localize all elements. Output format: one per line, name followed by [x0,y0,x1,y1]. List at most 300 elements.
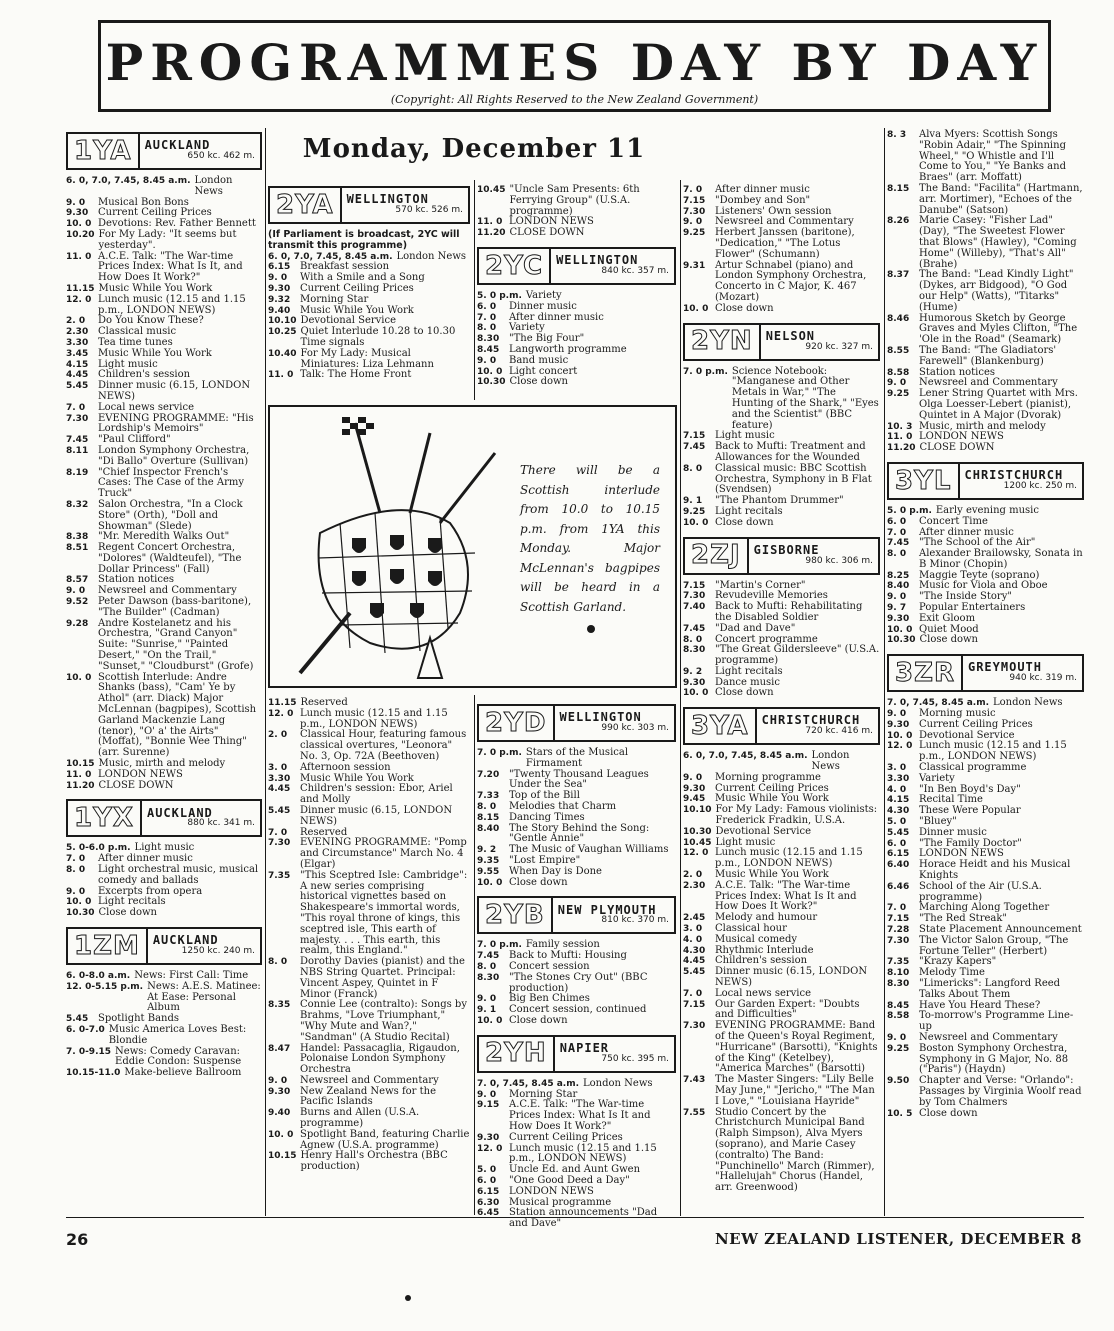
programme-entry [477,356,676,367]
programme-title: Spotlight Bands [98,1013,180,1025]
programme-title: Devotional Service [919,729,1015,741]
programme-entry [66,865,262,887]
programme-time: 7. 0 [268,827,288,838]
programme-time: 7.15 [683,431,706,442]
programme-entry [683,848,880,870]
programme-title: Dinner music (6.15, LONDON NEWS) [300,804,453,827]
programme-time: 10. 0 [887,624,913,635]
programme-title: Afternoon session [300,761,391,773]
programme-title: Spotlight Band, featuring Charlie Agnew (U.S.A. programme) [300,1128,470,1151]
programme-entry [683,678,880,689]
station-city: GISBORNE [753,542,820,557]
programme-time: 7.28 [887,925,910,935]
programme-title: Handel: Passacaglia, Rigaudon, Polonaise London Symphony Orchestra [300,1042,460,1076]
programme-title: Music, mirth and melody [919,420,1046,432]
programme-title: London News [993,697,1063,709]
programme-time: 11.15 [66,283,95,294]
programme-time: 4.15 [66,359,89,370]
programme-entry [477,824,676,846]
programme-entry [66,597,262,619]
programme-entry [887,763,1084,774]
station-block [66,132,262,791]
programme-time: 6. 0-8.0 a.m. [66,971,131,981]
programme-entry [887,270,1084,313]
programme-title: Dancing Times [509,811,585,823]
programme-title: State Placement Announcement [919,924,1082,935]
programme-entry [887,517,1084,528]
programme-title: CLOSE DOWN [98,779,174,791]
programme-time: 8.26 [887,216,910,227]
programme-title: Newsreel and Commentary [919,1031,1058,1043]
programme-time: 9.25 [683,228,706,239]
programme-time: 12. 0 [268,708,294,719]
programme-entry [477,770,676,792]
programme-title: When Day is Done [509,865,602,877]
programme-entry [477,748,676,770]
programme-entry [887,614,1084,625]
programme-time: 10.10 [268,316,297,327]
programme-time: 10. 0 [66,897,92,908]
programme-entry [268,957,470,1000]
programme-time: 8.55 [887,345,910,356]
programme-title: Recital Time [919,794,983,806]
station-header [477,704,676,742]
programme-entry [477,1144,676,1166]
programme-title: Current Ceiling Prices [715,782,829,794]
programme-time: 7.30 [683,1021,706,1032]
programme-time: 7.30 [66,413,89,424]
programme-title: "The Phantom Drummer" [715,495,844,507]
programme-title: Alva Myers: Scottish Songs "Robin Adair," "The Spinning Wheel," "O Whistle and I'll Come to You," "Ye Banks and Braes" (arr. Moffatt) [919,129,1066,184]
programme-title: The Master Singers: "Lily Belle May June," "Jericho," "The Man I Love," "Louisiana Hayride" [715,1074,875,1107]
station-header [66,799,262,837]
programme-entry [683,989,880,1000]
programme-time: 5.45 [66,1014,89,1025]
programme-time: 11. 0 [477,217,503,228]
programme-time: 3.30 [268,773,291,784]
station-header [477,247,676,285]
programme-title: London News [811,750,850,773]
programme-time: 10.15 [268,1151,297,1162]
station-note: (If Parliament is broadcast, 2YC will transmit this programme) [268,229,460,251]
programme-time: 9. 0 [683,772,703,783]
programme-time: 7.40 [683,602,706,613]
programme-title: Tea time tunes [98,336,173,348]
programme-entry [683,1075,880,1107]
programme-time: 5.45 [887,827,910,838]
programme-title: The Story Behind the Song: "Gentle Annie" [509,822,650,845]
station-frequency: 810 kc. 370 m. [601,915,669,926]
station-meta [757,709,878,743]
programme-time: 9. 2 [477,845,497,856]
programme-title: Connie Lee (contralto): Songs by Brahms, "Love Triumphant," "Why Mute and Wan?," "Sandman" (A Studio Recital) [300,999,467,1043]
programme-title: News: Comedy Caravan: Eddie Condon: Suspense [115,1045,242,1068]
programme-time: 7.55 [683,1107,706,1118]
programme-title: LONDON NEWS [509,1185,594,1197]
programme-time: 8.37 [887,270,910,281]
programme-title: Current Ceiling Prices [98,207,212,219]
programme-entry [66,908,262,919]
programme-title: "Limericks": Langford Reed Talks About Them [919,977,1061,1000]
programme-time: 9.25 [887,389,910,400]
column-1 [66,128,262,1087]
programme-title: Close down [715,516,774,528]
column-2-top [268,182,470,389]
programme-title: Light recitals [715,505,783,517]
programme-entry [477,1187,676,1198]
programme-title: Musical programme [509,1196,612,1208]
station-header [477,896,676,934]
programme-time: 9.30 [268,1086,291,1097]
programme-time: 2.30 [66,327,89,338]
programme-time: 7. 0 [683,988,703,999]
programme-title: "Uncle Sam Presents: 6th Ferrying Group" (U.S.A. programme) [509,184,640,217]
programme-time: 8.30 [477,334,500,345]
station-call-sign: 2YB [479,898,553,932]
programme-title: "Mr. Meredith Walks Out" [98,531,230,543]
programme-time: 10.40 [268,348,297,359]
programme-title: "The Stones Cry Out" (BBC production) [509,971,648,994]
station-call-sign: 2YC [479,249,551,283]
programme-time: 11. 0 [66,769,92,780]
station-meta [551,249,674,283]
programme-title: Morning Star [300,293,369,305]
programme-entry [887,860,1084,882]
programme-entry [477,313,676,324]
programme-title: Current Ceiling Prices [300,282,414,294]
programme-time: 8.11 [66,445,89,456]
programme-time: 9. 1 [477,1005,497,1016]
programme-title: Breakfast session [300,261,390,273]
programme-title: A.C.E. Talk: "The War-time Prices Index: What Is It and How Does It Work?" [509,1099,651,1132]
programme-title: Chapter and Verse: "Orlando": Passages by Virginia Woolf read by Tom Chalmers [919,1075,1082,1108]
station-block [268,186,470,381]
programme-title: Newsreel and Commentary [98,585,237,597]
column-4 [683,185,880,1202]
programme-entry [477,878,676,889]
station-frequency: 880 kc. 341 m. [187,818,255,829]
column-rule [884,128,885,1216]
programme-time: 8.10 [887,968,910,979]
programme-title: Close down [715,687,774,699]
station-call-sign: 1ZM [68,929,148,963]
programme-time: 9.50 [887,1076,910,1087]
page-number: 26 [66,1230,89,1249]
station-header [268,186,470,224]
programme-title: Big Ben Chimes [509,993,590,1005]
programme-title: London Symphony Orchestra, "Di Ballo" Overture (Sullivan) [98,444,250,467]
programme-title: "Twenty Thousand Leagues Under the Sea" [509,768,649,791]
programme-entry [887,1011,1084,1033]
programme-entry [66,543,262,575]
programme-time: 7.45 [477,951,500,962]
programme-title: Music While You Work [300,304,414,316]
programme-title: EVENING PROGRAMME: Band of the Queen's Royal Regiment, "Hurricane" (Barsotti), "Knights of the King" (Ketelbey), "America Marches" (Barsotti) [715,1020,878,1075]
programme-entry [477,813,676,824]
programme-time: 7.35 [268,870,291,881]
programme-title: Melody and humour [715,912,818,924]
programme-entry [268,1087,470,1109]
programme-entry [683,967,880,989]
programme-time: 6.46 [887,881,910,892]
programme-title: Stars of the Musical Firmament [525,747,629,769]
programme-time: 9. 0 [477,1089,497,1100]
programme-title: Boston Symphony Orchestra, Symphony in G Major, No. 88 ("Paris") (Haydn) [919,1042,1069,1076]
programme-title: Band music [509,354,569,366]
programme-time: 7. 0 [887,527,907,538]
station-header [683,707,880,745]
programme-entry [268,763,470,774]
programme-time: 9. 0 [477,994,497,1005]
programme-title: The Music of Vaughan Williams [509,844,669,856]
station-frequency: 650 kc. 462 m. [187,151,255,161]
programme-time: 9. 1 [683,496,703,507]
programme-title: Music, mirth and melody [98,758,226,770]
programme-time: 6. 0, 7.0, 7.45, 8.45 a.m. [66,176,191,186]
programme-time: 7. 0 [66,854,86,865]
programme-time: 7.15 [683,999,706,1010]
programme-entry [268,1044,470,1076]
programme-title: Lener String Quartet with Mrs. Olga Loesser-Lebert (pianist), Quintet in A Major (Dvorak) [919,388,1078,421]
programme-time: 8.40 [887,581,910,592]
programme-time: 8.15 [887,183,910,194]
programme-title: Dinner music (6.15, LONDON NEWS) [715,966,868,989]
programme-time: 6. 0 [477,301,497,312]
programme-time: 10. 0 [268,1129,294,1140]
programme-title: Station notices [98,574,175,586]
programme-time: 9. 0 [268,1075,288,1086]
station-call-sign: 2YN [685,325,761,359]
programme-time: 11. 0 [887,432,913,443]
programme-time: 10.30 [887,635,916,646]
programme-title: CLOSE DOWN [509,227,585,239]
programme-entry [477,1208,676,1230]
programme-title: Studio Concert by the Christchurch Municipal Band (Ralph Simpson), Alva Myers (soprano), and Marie Casey (contralto) The Band: "Punchinello" March (Rimmer), "Hallelujah" Chorus (Handel, arr. Greenwood) [715,1106,875,1194]
programme-entry [66,500,262,532]
programme-time: 10. 5 [887,1108,913,1119]
station-frequency: 570 kc. 526 m. [395,205,463,215]
programme-time: 9. 0 [66,586,86,597]
programme-time: 7.45 [683,623,706,634]
programme-entry [887,741,1084,763]
programme-title: Andre Kostelanetz and his Orchestra, "Grand Canyon" Suite: "Sunrise," "Painted Desert," "On the Trail," "Sunset," "Cloudburst" (Grofe) [98,617,254,672]
programme-time: 6. 0, 7.0, 7.45, 8.45 a.m. [683,751,808,762]
programme-time: 7.43 [683,1075,706,1086]
station-city: CHRISTCHURCH [964,468,1064,483]
programme-time: 10.30 [66,908,95,919]
programme-title: Reserved [300,826,348,838]
programme-time: 12. 0 [477,1143,503,1154]
programme-entry [683,442,880,464]
programme-time: 7.15 [683,195,706,206]
programme-entry [683,304,880,315]
programme-entry [887,979,1084,1001]
programme-time: 7.30 [268,838,291,849]
bullet-dot [587,625,595,633]
programme-title: "The Family Doctor" [919,837,1022,849]
station-call-sign: 2ZJ [685,539,749,573]
programme-title: Scottish Interlude: Andre Shanks (bass), "Cam' Ye by Athol" (arr. Diack) Major McLennan (bagpipes), Scottish Garland Mackenzie Lang (tenor), "O' a' the Airts" (Moffat), "Bonnie Wee Thing" (arr. Surenne) [98,671,257,759]
programme-title: The Band: "Lead Kindly Light" (Dykes, arr Bidgood), "O God our Help" (Watts), "Titarks" (Hume) [919,269,1074,313]
programme-title: A.C.E. Talk: "The War-time Prices Index: What Is It, and How Does It Work?" [98,250,243,284]
programme-time: 10. 0 [683,517,709,528]
programme-time: 2. 0 [268,730,288,741]
programme-entry [66,252,262,284]
programme-time: 7.30 [683,206,706,217]
programme-title: Horace Heidt and his Musical Knights [919,859,1071,882]
programme-entry [683,751,880,773]
programme-entry [66,770,262,781]
programme-title: Uncle Ed. and Aunt Gwen [509,1164,641,1176]
programme-time: 8. 0 [66,865,86,876]
programme-title: Peter Dawson (bass-baritone), "The Builder" (Cadman) [98,596,252,618]
station-meta [342,188,468,222]
programme-time: 6. 0-7.0 [66,1024,105,1035]
programme-time: 3.30 [66,337,89,348]
programme-title: Local news service [715,987,812,999]
programme-time: 6. 0, 7.0, 7.45, 8.45 a.m. [268,251,393,262]
programme-title: A.C.E. Talk: "The War-time Prices Index: What Is It and How Does It Work?" [715,879,857,913]
programme-time: 4.30 [683,945,706,956]
programme-title: "The Great Gildersleeve" (U.S.A. programme) [715,644,880,667]
programme-time: 11.20 [66,780,95,791]
programme-entry [683,935,880,946]
programme-entry [268,295,470,306]
programme-title: For My Lady: Musical Miniatures: Liza Lehmann [300,347,434,370]
column-rule [680,180,681,1216]
station-header [887,462,1084,500]
programme-time: 9. 7 [887,603,907,614]
station-city: WELLINGTON [556,253,639,268]
programme-title: Local news service [98,401,195,413]
programme-time: 7. 0, 7.45, 8.45 a.m. [887,698,990,709]
station-meta [555,706,675,740]
programme-title: Classical music: BBC Scottish Orchestra, Symphony in B Flat (Svendsen) [715,462,872,496]
programme-time: 8. 0 [268,957,288,968]
station-header [887,654,1084,692]
programme-time: 7. 0 p.m. [683,366,728,377]
programme-time: 8.30 [887,978,910,989]
programme-title: Devotions: Rev. Father Bennett [98,218,256,230]
programme-entry [887,806,1084,817]
programme-title: Concert Time [919,515,988,527]
programme-title: Lunch music (12.15 and 1.15 p.m., LONDON NEWS) [509,1142,657,1165]
programme-title: LONDON NEWS [98,768,183,780]
programme-entry [477,1016,676,1027]
programme-title: Burns and Allen (U.S.A. programme) [300,1107,420,1130]
programme-entry [66,468,262,500]
programme-entry [66,414,262,436]
programme-entry [268,806,470,828]
programme-title: Exit Gloom [919,612,976,624]
station-block [683,537,880,700]
programme-time: 5.45 [683,967,706,978]
programme-title: CLOSE DOWN [919,442,995,454]
programme-title: Lunch music (12.15 and 1.15 p.m., LONDON NEWS) [919,740,1067,763]
programme-title: "Paul Clifford" [98,434,171,446]
programme-title: New Zealand News for the Pacific Islands [300,1085,437,1108]
programme-entry [477,1133,676,1144]
programme-title: Talk: The Home Front [300,369,412,381]
programme-title: Herbert Janssen (baritone), "Dedication," "The Lotus Flower" (Schumann) [715,227,855,260]
station-call-sign: 3ZR [889,656,963,690]
programme-title: Music While You Work [715,793,829,805]
programme-time: 9.55 [477,866,500,877]
programme-entry [66,1047,262,1069]
station-header [477,1035,676,1073]
station-block [477,247,676,388]
programme-title: Dinner music (6.15, LONDON NEWS) [98,380,251,402]
station-city: AUCKLAND [146,805,213,820]
programme-time: 8.58 [887,1011,910,1022]
programme-title: For My Lady: "It seems but yesterday". [98,228,237,251]
programme-time: 8. 0 [477,961,497,972]
programme-title: "Martin's Corner" [715,579,806,591]
programme-entry [683,518,880,529]
programme-time: 6.30 [477,1197,500,1208]
programme-entry [683,688,880,699]
programme-time: 7. 0 [66,402,86,413]
programme-title: Back to Mufti: Treatment and Allowances for the Wounded [715,441,866,463]
stray-mark [405,1295,411,1301]
programme-time: 5. 0 p.m. [887,505,932,516]
programme-title: Henry Hall's Orchestra (BBC production) [300,1150,448,1173]
page-title: PROGRAMMES DAY BY DAY [105,33,1044,92]
programme-title: LONDON NEWS [919,848,1004,860]
programme-entry [887,635,1084,646]
programme-time: 6.15 [887,849,910,860]
programme-title: Children's session [715,955,808,967]
programme-title: After dinner music [715,184,810,195]
station-meta [148,929,260,963]
programme-entry [683,645,880,667]
programme-title: Maggie Teyte (soprano) [919,569,1040,581]
programme-time: 8. 0 [887,549,907,560]
programme-title: Close down [98,907,157,919]
programme-entry [887,1109,1084,1120]
programme-entry [887,216,1084,270]
programme-time: 5. 0 p.m. [477,290,522,301]
programme-entry [683,1021,880,1075]
programme-time: 10.45 [683,837,712,848]
programme-time: 6. 0 [477,1175,497,1186]
station-frequency: 990 kc. 303 m. [601,723,669,733]
programme-entry [683,624,880,635]
programme-time: 7. 0 [887,903,907,914]
programme-title: Close down [509,876,568,888]
programme-title: Popular Entertainers [919,602,1026,614]
programme-title: "Dad and Dave" [715,622,796,634]
programme-time: 8.57 [66,575,89,586]
programme-title: EVENING PROGRAMME: "His Lordship's Memoirs" [98,412,254,435]
programme-time: 7.33 [477,791,500,802]
programme-title: "Lost Empire" [509,854,581,866]
programme-title: Humorous Sketch by George Graves and Myles Clifton, "The 'Ole in the Road" (Seamark) [919,312,1078,346]
programme-title: Concert session [509,960,590,972]
station-call-sign: 3YL [889,464,960,498]
programme-title: Newsreel and Commentary [715,216,854,228]
programme-title: Top of the Bill [509,790,580,802]
programme-entry [477,185,676,217]
programme-time: 9.30 [683,783,706,794]
station-block [477,896,676,1026]
programme-entry [268,349,470,371]
programme-entry [683,602,880,624]
programme-title: Music While You Work [300,772,414,784]
programme-time: 10. 0 [683,688,709,699]
programme-time: 7. 0 p.m. [477,940,522,951]
programme-entry [66,230,262,252]
